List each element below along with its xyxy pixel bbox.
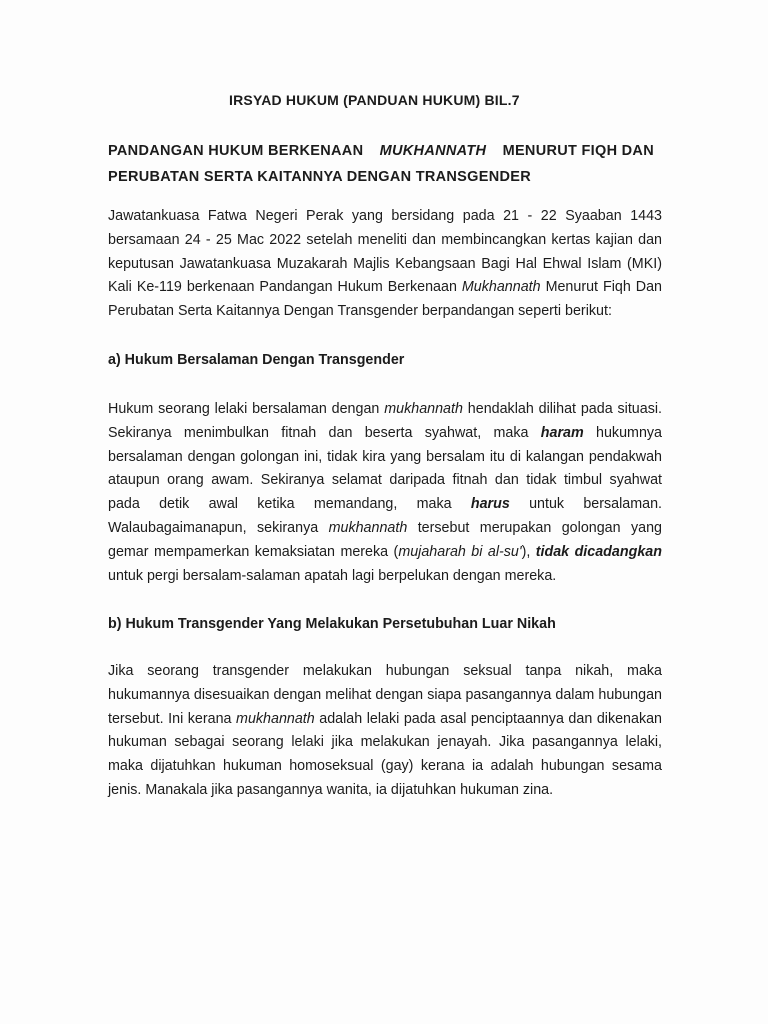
- document-title: IRSYAD HUKUM (PANDUAN HUKUM) BIL.7: [229, 92, 520, 108]
- section-a-bold: haram: [540, 424, 584, 441]
- section-b-text: Jika seorang transgender melakukan hubungan seksual tanpa nikah, maka hukumannya disesuaikan dengan melihat dengan siapa pasangannya dalam hubungan tersebut. Ini kerana: [108, 663, 662, 727]
- section-b-italic: mukhannath: [236, 710, 315, 727]
- intro-italic-1: Mukhannath: [461, 279, 541, 296]
- section-a-text: Hukum seorang lelaki bersalaman dengan: [108, 401, 385, 417]
- section-a-italic: mukhannath: [384, 401, 463, 417]
- section-a-text: hendaklah dilihat pada situasi. Sekiranya menimbulkan fitnah dan beserta syahwat, maka: [108, 401, 663, 441]
- heading-part-1: PANDANGAN HUKUM BERKENAAN: [108, 143, 364, 159]
- section-a-text: untuk bersalaman. Walaubagaimanapun, sekiranya: [108, 496, 663, 536]
- section-a-bold: tidak dicadangkan: [535, 543, 662, 560]
- heading-line-2: PERUBATAN SERTA KAITANNYA DENGAN TRANSGENDER: [108, 169, 531, 185]
- section-a-heading: a) Hukum Bersalaman Dengan Transgender: [108, 352, 405, 368]
- section-b-text: adalah lelaki pada asal penciptaannya dan dikenakan hukuman sebagai seorang lelaki jika melakukan jenayah. Jika pasangannya lelaki, maka dijatuhkan hukuman homoseksual (gay) kerana ia adalah hubungan sesama jenis. Manakala jika pasangannya wanita, ia dijatuhkan hukuman zina.: [108, 710, 662, 798]
- section-a-text: tersebut merupakan golongan yang gemar mempamerkan kemaksiatan mereka (: [108, 519, 662, 560]
- section-a-italic: mukhannath: [328, 519, 408, 536]
- section-b-heading: b) Hukum Transgender Yang Melakukan Persetubuhan Luar Nikah: [108, 616, 556, 632]
- intro-text-2: Menurut Fiqh Dan Perubatan Serta Kaitannya Dengan Transgender berpandangan seperti berikut:: [108, 279, 663, 320]
- section-a-italic: mujaharah bi al-su': [398, 543, 522, 560]
- heading-part-2: MUKHANNATH: [379, 143, 487, 159]
- section-b-paragraph: [108, 660, 662, 803]
- section-a-text: untuk pergi bersalam-salaman apatah lagi berpelukan dengan mereka.: [108, 567, 557, 584]
- section-a-bold: harus: [470, 496, 510, 513]
- document-heading: [108, 138, 654, 190]
- section-a-paragraph: [108, 398, 662, 588]
- section-a-text: hukumnya bersalaman dengan golongan ini, tidak kira yang bersalam itu di kalangan pendakwah ataupun orang awam. Sekiranya selamat daripada fitnah dan tidak timbul syahwat pada detik awal ketika memandang, maka: [108, 424, 662, 513]
- heading-part-3: MENURUT FIQH DAN: [502, 143, 654, 159]
- intro-text-1: Jawatankuasa Fatwa Negeri Perak yang bersidang pada 21 - 22 Syaaban 1443 bersamaan 24 - 25 Mac 2022 setelah meneliti dan membincangkan kertas kajian dan keputusan Jawatankuasa Muzakarah Majlis Kebangsaan Bagi Hal Ehwal Islam (MKI) Kali Ke-119 berkenaan Pandangan Hukum Berkenaan: [108, 208, 662, 296]
- section-a-text: ),: [521, 543, 536, 560]
- heading-line-1: [108, 138, 654, 164]
- intro-paragraph: [108, 205, 662, 324]
